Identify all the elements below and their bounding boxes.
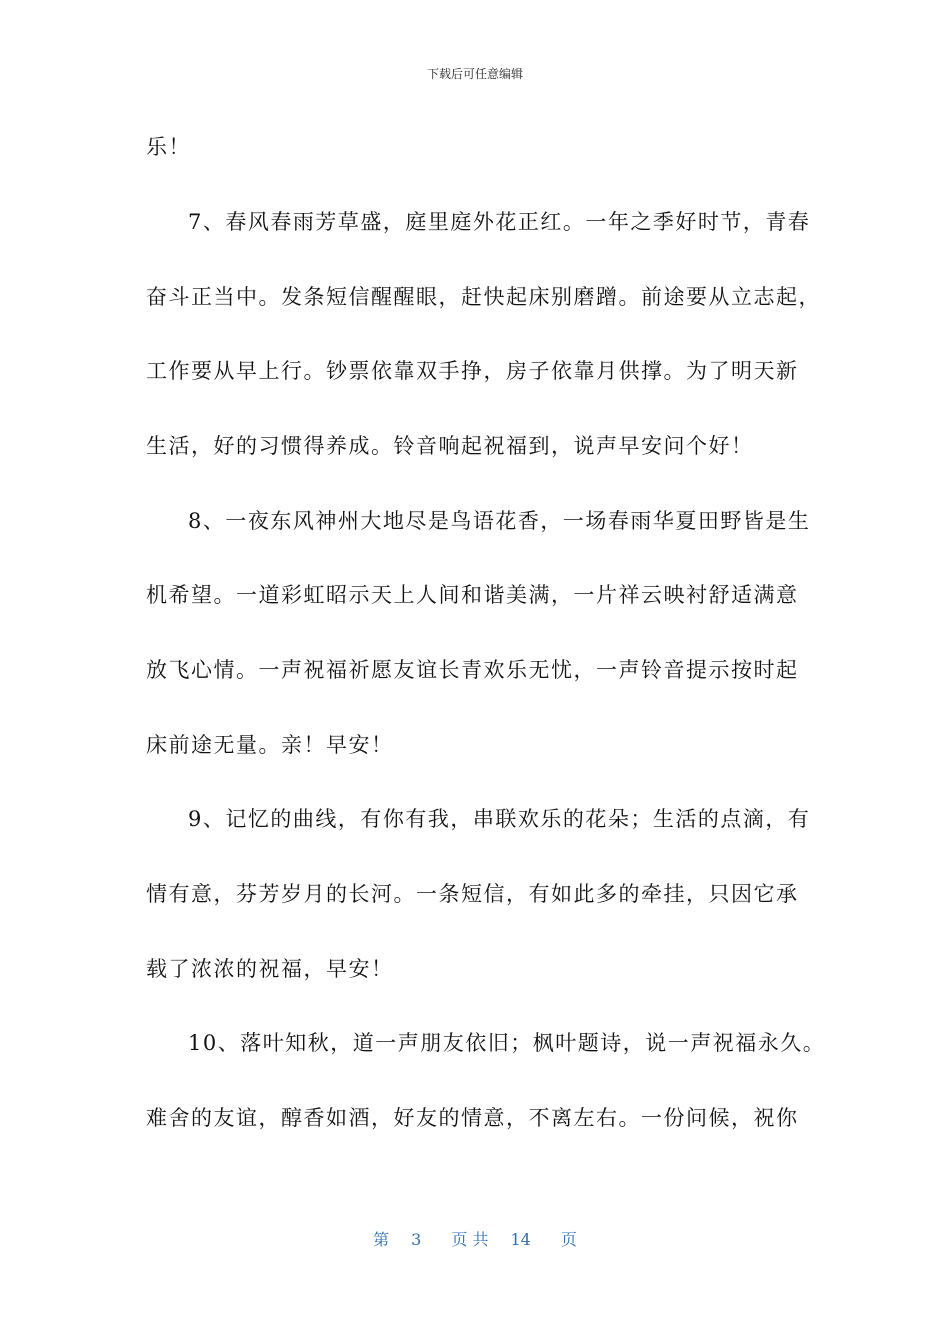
text-line: 载了浓浓的祝福，早安！ [146, 957, 394, 981]
text-line: 7、春风春雨芳草盛，庭里庭外花正红。一年之季好时节，青春 [188, 210, 811, 234]
text-line: 8、一夜东风神州大地尽是鸟语花香，一场春雨华夏田野皆是生 [188, 509, 811, 533]
text-line: 机希望。一道彩虹昭示天上人间和谐美满，一片祥云映衬舒适满意 [146, 583, 799, 607]
footer-suffix: 页 [560, 1230, 577, 1249]
text-line: 生活，好的习惯得养成。铃音响起祝福到，说声早安问个好！ [146, 434, 754, 458]
footer-prefix: 第 [373, 1230, 390, 1249]
text-line: 放飞心情。一声祝福祈愿友谊长青欢乐无忧，一声铃音提示按时起 [146, 658, 799, 682]
text-line: 10、落叶知秋，道一声朋友依旧；枫叶题诗，说一声祝福永久。 [188, 1031, 826, 1055]
footer-total-pages: 14 [510, 1230, 531, 1249]
text-line: 9、记忆的曲线，有你有我，串联欢乐的花朵；生活的点滴，有 [188, 807, 811, 831]
footer-page-number: 3 [411, 1230, 422, 1249]
text-line: 情有意，芬芳岁月的长河。一条短信，有如此多的牵挂，只因它承 [146, 882, 799, 906]
text-line: 乐！ [146, 135, 191, 159]
footer-middle: 页 共 [451, 1230, 489, 1249]
text-line: 奋斗正当中。发条短信醒醒眼，赶快起床别磨蹭。前途要从立志起， [146, 285, 821, 309]
text-line: 床前途无量。亲！早安！ [146, 733, 394, 757]
text-line: 工作要从早上行。钞票依靠双手挣，房子依靠月供撑。为了明天新 [146, 359, 799, 383]
page-header: 下载后可任意编辑 [426, 67, 523, 81]
page-footer [0, 1230, 950, 1250]
text-line: 难舍的友谊，醇香如酒，好友的情意，不离左右。一份问候，祝你 [146, 1106, 799, 1130]
